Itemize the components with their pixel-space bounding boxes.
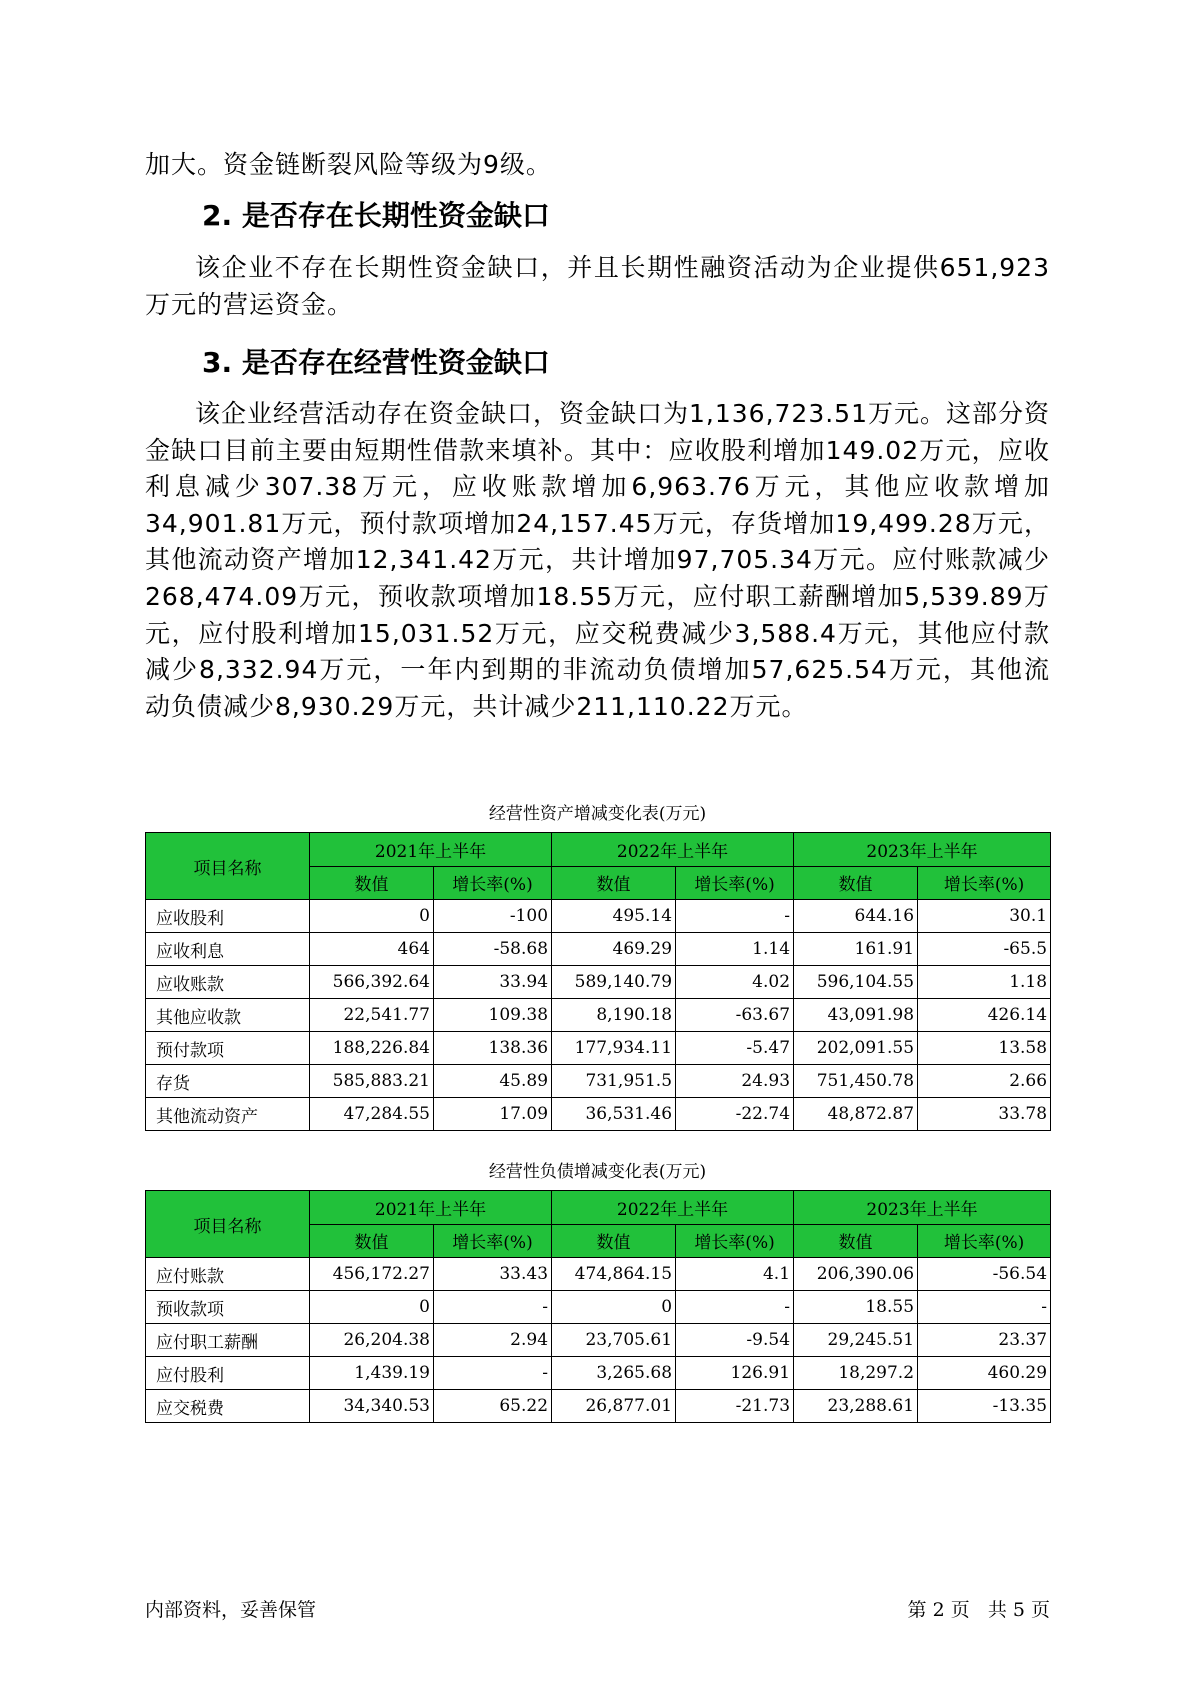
cell-growth-rate: -22.74 bbox=[676, 1098, 794, 1131]
header-period: 2022年上半年 bbox=[552, 1191, 794, 1225]
cell-value: 43,091.98 bbox=[794, 999, 918, 1032]
cell-growth-rate: - bbox=[676, 900, 794, 933]
cell-growth-rate: 13.58 bbox=[918, 1032, 1051, 1065]
cell-value: 18.55 bbox=[794, 1291, 918, 1324]
header-period: 2021年上半年 bbox=[310, 833, 552, 867]
cell-value: 26,877.01 bbox=[552, 1390, 676, 1423]
header-period: 2023年上半年 bbox=[794, 833, 1051, 867]
cell-value: 18,297.2 bbox=[794, 1357, 918, 1390]
cell-value: 469.29 bbox=[552, 933, 676, 966]
header-rate: 增长率(%) bbox=[434, 1224, 552, 1258]
cell-growth-rate: 1.18 bbox=[918, 966, 1051, 999]
cell-value: 3,265.68 bbox=[552, 1357, 676, 1390]
row-item-name: 存货 bbox=[146, 1065, 310, 1098]
cell-growth-rate: 2.94 bbox=[434, 1324, 552, 1357]
cell-value: 495.14 bbox=[552, 900, 676, 933]
cell-growth-rate: 33.43 bbox=[434, 1258, 552, 1291]
header-value: 数值 bbox=[794, 1224, 918, 1258]
cell-value: 0 bbox=[552, 1291, 676, 1324]
row-item-name: 应交税费 bbox=[146, 1390, 310, 1423]
row-item-name: 其他流动资产 bbox=[146, 1098, 310, 1131]
cell-growth-rate: 45.89 bbox=[434, 1065, 552, 1098]
cell-growth-rate: 33.94 bbox=[434, 966, 552, 999]
cell-value: 36,531.46 bbox=[552, 1098, 676, 1131]
cell-value: 8,190.18 bbox=[552, 999, 676, 1032]
table-row bbox=[146, 1357, 1051, 1390]
cell-growth-rate: - bbox=[434, 1357, 552, 1390]
row-item-name: 应付股利 bbox=[146, 1357, 310, 1390]
header-rate: 增长率(%) bbox=[434, 866, 552, 900]
cell-growth-rate: - bbox=[918, 1291, 1051, 1324]
cell-value: 34,340.53 bbox=[310, 1390, 434, 1423]
cell-growth-rate: 138.36 bbox=[434, 1032, 552, 1065]
cell-value: 177,934.11 bbox=[552, 1032, 676, 1065]
header-rate: 增长率(%) bbox=[676, 866, 794, 900]
row-item-name: 预付款项 bbox=[146, 1032, 310, 1065]
cell-growth-rate: -13.35 bbox=[918, 1390, 1051, 1423]
cell-value: 26,204.38 bbox=[310, 1324, 434, 1357]
header-item-name: 项目名称 bbox=[146, 1191, 310, 1258]
cell-growth-rate: -63.67 bbox=[676, 999, 794, 1032]
cell-value: 596,104.55 bbox=[794, 966, 918, 999]
row-item-name: 应收账款 bbox=[146, 966, 310, 999]
header-rate: 增长率(%) bbox=[676, 1224, 794, 1258]
header-value: 数值 bbox=[310, 1224, 434, 1258]
header-period: 2021年上半年 bbox=[310, 1191, 552, 1225]
cell-growth-rate: 17.09 bbox=[434, 1098, 552, 1131]
paragraph-continuation: 加大。资金链断裂风险等级为9级。 bbox=[145, 150, 552, 179]
cell-value: 206,390.06 bbox=[794, 1258, 918, 1291]
table-row bbox=[146, 1258, 1051, 1291]
table-row bbox=[146, 1098, 1051, 1131]
header-value: 数值 bbox=[794, 866, 918, 900]
liability-table-title: 经营性负债增减变化表(万元) bbox=[488, 1162, 707, 1182]
cell-value: 48,872.87 bbox=[794, 1098, 918, 1131]
header-item-name: 项目名称 bbox=[146, 833, 310, 900]
cell-value: 23,705.61 bbox=[552, 1324, 676, 1357]
paragraph-operating-gap: 该企业经营活动存在资金缺口，资金缺口为1,136,723.51万元。这部分资金缺口目前主要由短期性借款来填补。其中：应收股利增加149.02万元，应收利息减少307.38万元，应收账款增加6,963.76万元，其他应收款增加34,901.81万元，预付款项增加24,157.45万元，存货增加19,499.28万元，其他流动资产增加12,341.42万元，共计增加97,705.34万元。应付账款减少268,474.09万元，预收款项增加18.55万元，应付职工薪酬增加5,539.89万元，应付股利增加15,031.52万元，应交税费减少3,588.4万元，其他应付款减少8,332.94万元，一年内到期的非流动负债增加57,625.54万元，其他流动负债减少8,930.29万元，共计减少211,110.22万元。 bbox=[145, 399, 1050, 721]
cell-growth-rate: 2.66 bbox=[918, 1065, 1051, 1098]
row-item-name: 应收利息 bbox=[146, 933, 310, 966]
cell-value: 589,140.79 bbox=[552, 966, 676, 999]
cell-value: 566,392.64 bbox=[310, 966, 434, 999]
footer-confidential-note: 内部资料，妥善保管 bbox=[145, 1599, 317, 1621]
liability-change-table bbox=[145, 1190, 1051, 1423]
row-item-name: 预收款项 bbox=[146, 1291, 310, 1324]
cell-value: 29,245.51 bbox=[794, 1324, 918, 1357]
cell-growth-rate: -56.54 bbox=[918, 1258, 1051, 1291]
cell-value: 188,226.84 bbox=[310, 1032, 434, 1065]
table-row bbox=[146, 1291, 1051, 1324]
footer-page-number: 第 2 页 共 5 页 bbox=[907, 1599, 1050, 1621]
header-period: 2023年上半年 bbox=[794, 1191, 1051, 1225]
header-rate: 增长率(%) bbox=[918, 1224, 1051, 1258]
row-item-name: 应收股利 bbox=[146, 900, 310, 933]
header-value: 数值 bbox=[310, 866, 434, 900]
section-heading-operating-gap: 3. 是否存在经营性资金缺口 bbox=[202, 346, 550, 379]
cell-growth-rate: 30.1 bbox=[918, 900, 1051, 933]
cell-value: 731,951.5 bbox=[552, 1065, 676, 1098]
header-value: 数值 bbox=[552, 866, 676, 900]
cell-growth-rate: - bbox=[676, 1291, 794, 1324]
cell-growth-rate: -100 bbox=[434, 900, 552, 933]
section-heading-long-term-gap: 2. 是否存在长期性资金缺口 bbox=[202, 199, 550, 232]
cell-value: 474,864.15 bbox=[552, 1258, 676, 1291]
cell-growth-rate: -58.68 bbox=[434, 933, 552, 966]
cell-growth-rate: 126.91 bbox=[676, 1357, 794, 1390]
cell-growth-rate: 33.78 bbox=[918, 1098, 1051, 1131]
row-item-name: 应付职工薪酬 bbox=[146, 1324, 310, 1357]
header-period: 2022年上半年 bbox=[552, 833, 794, 867]
row-item-name: 应付账款 bbox=[146, 1258, 310, 1291]
header-value: 数值 bbox=[552, 1224, 676, 1258]
cell-value: 751,450.78 bbox=[794, 1065, 918, 1098]
cell-value: 644.16 bbox=[794, 900, 918, 933]
cell-growth-rate: 4.02 bbox=[676, 966, 794, 999]
cell-growth-rate: -5.47 bbox=[676, 1032, 794, 1065]
cell-value: 202,091.55 bbox=[794, 1032, 918, 1065]
table-row bbox=[146, 1324, 1051, 1357]
cell-value: 0 bbox=[310, 1291, 434, 1324]
cell-growth-rate: 4.1 bbox=[676, 1258, 794, 1291]
cell-value: 23,288.61 bbox=[794, 1390, 918, 1423]
asset-change-table bbox=[145, 832, 1051, 1131]
cell-growth-rate: - bbox=[434, 1291, 552, 1324]
row-item-name: 其他应收款 bbox=[146, 999, 310, 1032]
cell-value: 585,883.21 bbox=[310, 1065, 434, 1098]
cell-growth-rate: 24.93 bbox=[676, 1065, 794, 1098]
cell-growth-rate: 426.14 bbox=[918, 999, 1051, 1032]
cell-growth-rate: -65.5 bbox=[918, 933, 1051, 966]
table-row bbox=[146, 900, 1051, 933]
cell-value: 0 bbox=[310, 900, 434, 933]
cell-growth-rate: -21.73 bbox=[676, 1390, 794, 1423]
cell-growth-rate: 23.37 bbox=[918, 1324, 1051, 1357]
table-row bbox=[146, 933, 1051, 966]
cell-value: 456,172.27 bbox=[310, 1258, 434, 1291]
table-row bbox=[146, 1390, 1051, 1423]
cell-growth-rate: 109.38 bbox=[434, 999, 552, 1032]
header-rate: 增长率(%) bbox=[918, 866, 1051, 900]
cell-growth-rate: -9.54 bbox=[676, 1324, 794, 1357]
table-row bbox=[146, 1065, 1051, 1098]
cell-value: 1,439.19 bbox=[310, 1357, 434, 1390]
cell-growth-rate: 65.22 bbox=[434, 1390, 552, 1423]
cell-value: 22,541.77 bbox=[310, 999, 434, 1032]
paragraph-long-term-gap: 该企业不存在长期性资金缺口，并且长期性融资活动为企业提供651,923万元的营运资金。 bbox=[145, 253, 1050, 319]
cell-value: 464 bbox=[310, 933, 434, 966]
table-row bbox=[146, 1032, 1051, 1065]
asset-table-title: 经营性资产增减变化表(万元) bbox=[488, 804, 707, 824]
cell-growth-rate: 1.14 bbox=[676, 933, 794, 966]
cell-growth-rate: 460.29 bbox=[918, 1357, 1051, 1390]
table-row bbox=[146, 966, 1051, 999]
table-row bbox=[146, 999, 1051, 1032]
cell-value: 47,284.55 bbox=[310, 1098, 434, 1131]
cell-value: 161.91 bbox=[794, 933, 918, 966]
